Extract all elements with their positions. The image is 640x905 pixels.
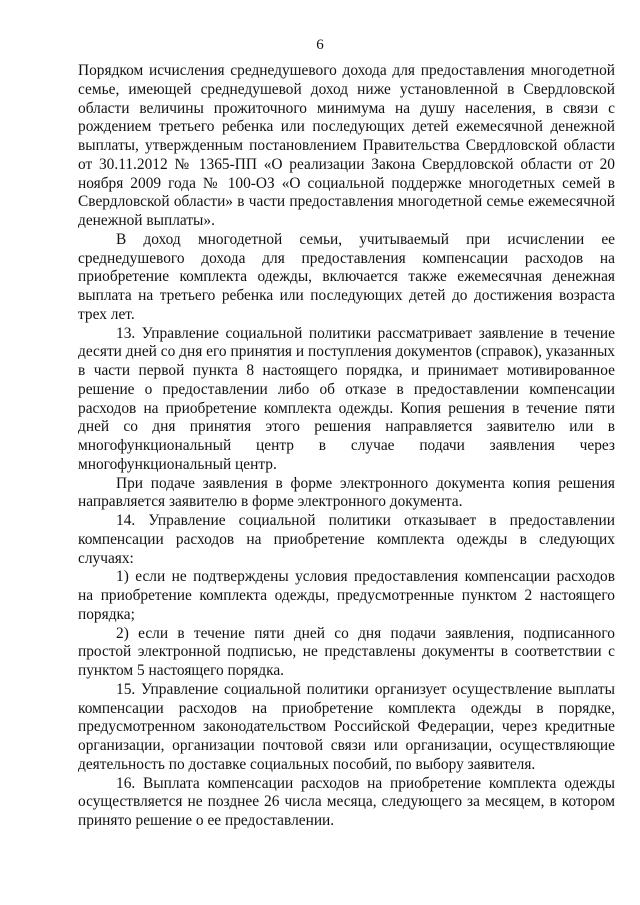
document-body [78, 62, 615, 831]
paragraph-calculation-procedure: Порядком исчисления среднедушевого дохода для предоставления многодетной семье, имеющей среднедушевой доход ниже установленной в Свердловской области величины прожиточного минимума на душу населения, в связи с рождением третьего ребенка или последующих детей ежемесячной денежной выплаты, утвержденным постановлением Правительства Свердловской области от 30.11.2012 № 1365-ПП «О реализации Закона Свердловской области от 20 ноября 2009 года № 100-ОЗ «О социальной поддержке многодетных семей в Свердловской области» в части предоставления многодетной семье ежемесячной денежной выплаты». [78, 62, 615, 229]
paragraph-14-item-1: 1) если не подтверждены условия предоставления компенсации расходов на приобретение комплекта одежды, предусмотренные пунктом 2 настоящего порядка; [78, 568, 615, 623]
paragraph-15-payment-organization: 15. Управление социальной политики организует осуществление выплаты компенсации расходов на приобретение комплекта одежды в порядке, предусмотренном законодательством Российской Федерации, через кредитные организации, организации почтовой связи или организации, осуществляющие деятельность по доставке социальных пособий, по выбору заявителя. [78, 680, 615, 773]
paragraph-family-income: В доход многодетной семьи, учитываемый при исчислении ее среднедушевого дохода для предоставления компенсации расходов на приобретение комплекта одежды, включается также ежемесячная денежная выплата на третьего ребенка или последующих детей до достижения возраста трех лет. [78, 230, 615, 323]
paragraph-13-review: 13. Управление социальной политики рассматривает заявление в течение десяти дней со дня его принятия и поступления документов (справок), указанных в части первой пункта 8 настоящего порядка, и принимает мотивированное решение о предоставлении либо об отказе в предоставлении компенсации расходов на приобретение комплекта одежды. Копия решения в течение пяти дней со дня принятия этого решения направляется заявителю или в многофункциональный центр в случае подачи заявления через многофункциональный центр. [78, 324, 615, 473]
paragraph-16-payment-deadline: 16. Выплата компенсации расходов на приобретение комплекта одежды осуществляется не позднее 26 числа месяца, следующего за месяцем, в котором принято решение о ее предоставлении. [78, 774, 615, 829]
paragraph-14-refusal: 14. Управление социальной политики отказывает в предоставлении компенсации расходов на приобретение комплекта одежды в следующих случаях: [78, 512, 615, 567]
paragraph-14-item-2: 2) если в течение пяти дней со дня подачи заявления, подписанного простой электронной подписью, не представлены документы в соответствии с пунктом 5 настоящего порядка. [78, 624, 615, 679]
page-number: 6 [316, 37, 324, 53]
paragraph-electronic-copy: При подаче заявления в форме электронного документа копия решения направляется заявителю в форме электронного документа. [78, 474, 615, 511]
